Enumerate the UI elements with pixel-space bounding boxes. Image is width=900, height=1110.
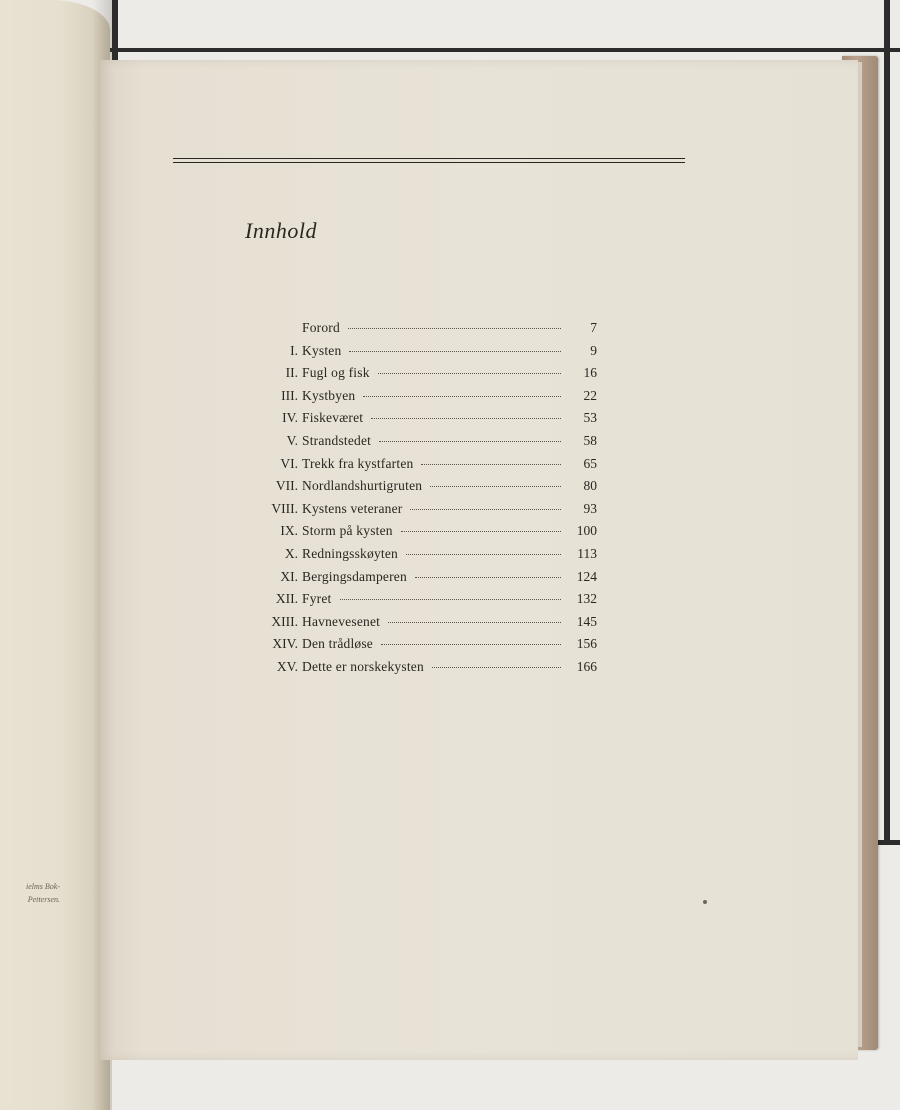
page-number: 53 xyxy=(583,410,597,426)
toc-entry xyxy=(262,365,597,388)
page-number: 100 xyxy=(576,523,597,539)
dot-leader xyxy=(415,577,561,578)
page-number: 156 xyxy=(576,636,597,652)
dot-leader xyxy=(371,418,561,419)
page-number: 93 xyxy=(583,500,597,516)
chapter-title: Forord xyxy=(302,320,340,335)
chapter-number: XIV. xyxy=(272,636,298,652)
chapter-title: Bergingsdamperen xyxy=(302,568,407,584)
page-number: 65 xyxy=(583,455,597,471)
chapter-title: Fyret xyxy=(302,591,332,607)
dot-leader xyxy=(432,667,561,668)
chapter-number: V. xyxy=(286,432,298,448)
toc-entry xyxy=(262,501,597,524)
chapter-number: II. xyxy=(285,365,298,381)
chapter-number: VII. xyxy=(275,478,298,494)
chapter-title: Nordlandshurtigruten xyxy=(302,478,423,494)
toc-entry xyxy=(262,343,597,366)
page-number: 58 xyxy=(583,432,597,448)
toc-entry xyxy=(262,591,597,614)
toc-entry xyxy=(262,614,597,637)
chapter-number: XII. xyxy=(275,591,298,607)
toc-entry xyxy=(262,320,597,343)
toc-entry xyxy=(262,523,597,546)
table-of-contents xyxy=(262,320,597,682)
dot-leader xyxy=(378,373,561,374)
page-number: 7 xyxy=(590,320,597,335)
page-number: 16 xyxy=(583,365,597,381)
toc-entry xyxy=(262,410,597,433)
chapter-number: VIII. xyxy=(271,500,298,516)
toc-entry xyxy=(262,569,597,592)
colophon xyxy=(0,880,60,906)
dot-leader xyxy=(430,486,561,487)
chapter-title: Strandstedet xyxy=(302,432,372,448)
chapter-number: XIII. xyxy=(271,613,298,629)
chapter-title: Redningsskøyten xyxy=(302,545,398,561)
dot-leader xyxy=(340,599,562,600)
page-number: 22 xyxy=(583,387,597,403)
dot-leader xyxy=(379,441,561,442)
chapter-title: Trekk fra kystfarten xyxy=(302,455,414,471)
dot-leader xyxy=(410,509,561,510)
page-number: 145 xyxy=(576,613,597,629)
chapter-number: I. xyxy=(290,342,298,358)
chapter-number: IV. xyxy=(282,410,298,426)
dot-leader xyxy=(381,644,561,645)
chapter-title: Havnevesenet xyxy=(302,613,381,629)
chapter-number: XV. xyxy=(276,658,298,674)
top-rule xyxy=(173,158,685,163)
colophon-line: Pettersen. xyxy=(27,895,60,904)
chapter-title: Fiskeværet xyxy=(302,410,364,426)
toc-entry xyxy=(262,433,597,456)
page-number: 80 xyxy=(583,478,597,494)
page-number: 166 xyxy=(576,658,597,674)
toc-entry xyxy=(262,478,597,501)
toc-entry xyxy=(262,636,597,659)
toc-entry xyxy=(262,546,597,569)
tile-grout-horizontal xyxy=(878,840,900,845)
dot-leader xyxy=(406,554,561,555)
chapter-title: Kysten xyxy=(302,342,342,358)
dot-leader xyxy=(363,396,561,397)
page-number: 113 xyxy=(577,545,597,561)
colophon-line: ielms Bok- xyxy=(26,882,60,891)
chapter-number: X. xyxy=(284,545,298,561)
dot-leader xyxy=(388,622,561,623)
page-number: 132 xyxy=(576,591,597,607)
tile-grout-horizontal xyxy=(110,48,900,52)
dot-leader xyxy=(401,531,561,532)
paper-speck xyxy=(703,900,707,904)
chapter-number: III. xyxy=(281,387,298,403)
chapter-title: Storm på kysten xyxy=(302,523,393,539)
dot-leader xyxy=(421,464,561,465)
chapter-title: Kystbyen xyxy=(302,387,356,403)
page-number: 9 xyxy=(590,342,597,358)
page-title: Innhold xyxy=(245,218,317,243)
chapter-title: Kystens veteraner xyxy=(302,500,403,516)
page-number: 124 xyxy=(576,568,597,584)
dot-leader xyxy=(349,351,561,352)
toc-entry xyxy=(262,388,597,411)
chapter-title: Den trådløse xyxy=(302,636,374,652)
right-page xyxy=(100,60,858,1060)
chapter-number: IX. xyxy=(280,523,298,539)
toc-entry xyxy=(262,456,597,479)
chapter-number: XI. xyxy=(280,568,298,584)
chapter-title: Dette er norskekysten xyxy=(302,658,424,674)
chapter-number: VI. xyxy=(280,455,298,471)
tile-grout-vertical xyxy=(884,0,890,845)
chapter-title: Fugl og fisk xyxy=(302,365,370,381)
toc-entry xyxy=(262,659,597,682)
dot-leader xyxy=(348,328,561,329)
